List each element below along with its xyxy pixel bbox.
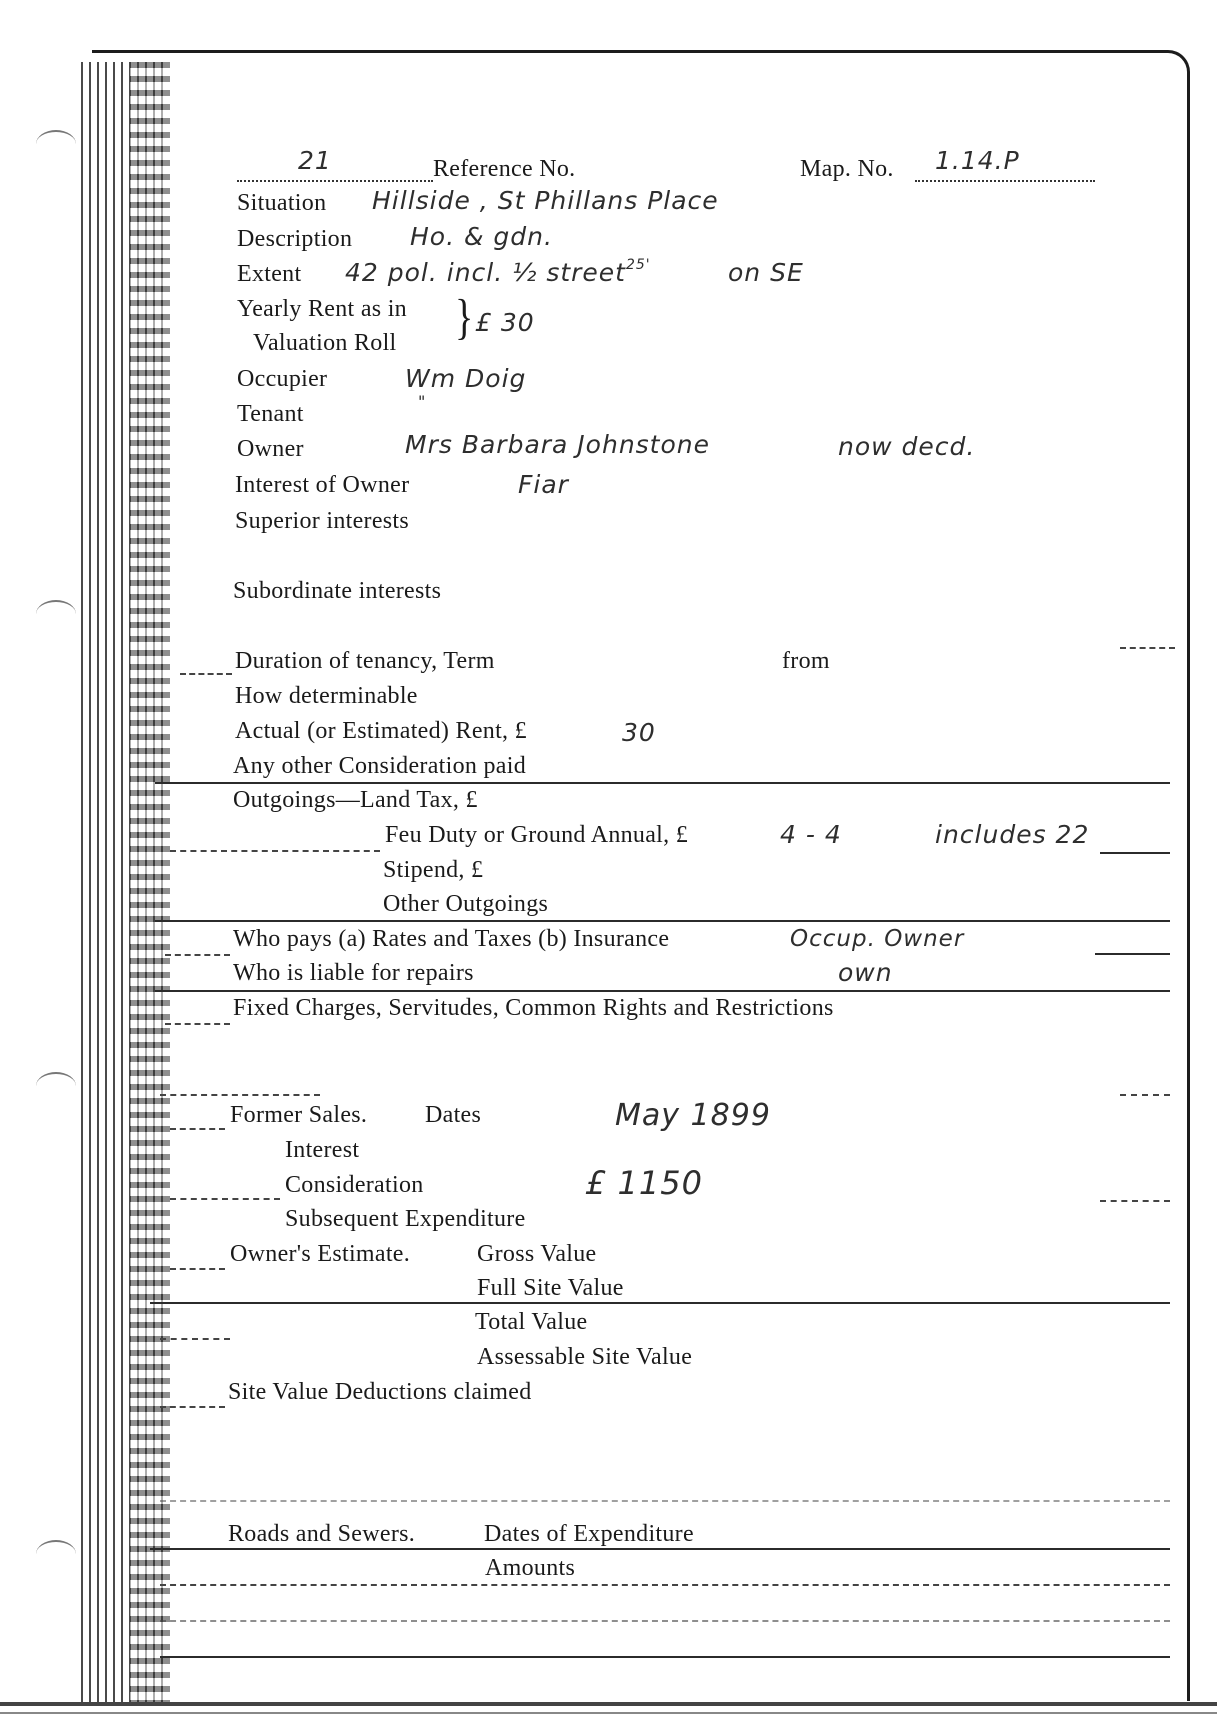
gross-value-label: Gross Value <box>477 1241 597 1267</box>
superior-interests-label: Superior interests <box>235 508 410 534</box>
site-value-deductions-label: Site Value Deductions claimed <box>228 1379 532 1405</box>
owner-value-2: now decd. <box>838 432 976 461</box>
rule <box>165 954 230 956</box>
rule <box>150 1302 1170 1304</box>
fixed-charges-label: Fixed Charges, Servitudes, Common Rights and Restrictions <box>233 995 834 1021</box>
rule <box>180 673 232 675</box>
extent-value-2: on SE <box>728 258 804 287</box>
who-pays-value: Occup. Owner <box>790 926 965 952</box>
rule <box>150 1548 1170 1550</box>
rule <box>160 1620 1170 1622</box>
description-label: Description <box>237 226 353 252</box>
extent-value <box>345 258 651 287</box>
rule <box>160 1094 320 1096</box>
rule <box>160 1338 230 1340</box>
description-value: Ho. & gdn. <box>410 222 553 251</box>
situation-label: Situation <box>237 190 327 216</box>
consideration-value: £ 1150 <box>585 1164 703 1202</box>
rule <box>170 1128 225 1130</box>
page-bottom-edge <box>0 1712 1217 1714</box>
punch-hole <box>36 1540 76 1568</box>
extent-label: Extent <box>237 261 302 287</box>
rule <box>1120 1094 1170 1096</box>
from-label: from <box>782 648 830 674</box>
tenant-label: Tenant <box>237 401 304 427</box>
stipend-label: Stipend, £ <box>383 857 484 883</box>
rule <box>155 920 1170 922</box>
subsequent-expenditure-label: Subsequent Expenditure <box>285 1206 526 1232</box>
ref-number-line <box>237 180 433 182</box>
map-number-line <box>915 180 1095 182</box>
punch-hole <box>36 1072 76 1100</box>
roads-and-sewers-label: Roads and Sewers. <box>228 1521 416 1547</box>
dates-of-expenditure-label: Dates of Expenditure <box>484 1521 694 1547</box>
actual-rent-value: 30 <box>622 718 656 747</box>
rule <box>160 1584 1170 1586</box>
yearly-rent-label: Yearly Rent as in <box>237 296 407 322</box>
map-label: Map. No. <box>800 156 894 182</box>
rule <box>1100 852 1170 854</box>
rule <box>1095 953 1170 955</box>
interest-of-owner-label: Interest of Owner <box>235 472 410 498</box>
duration-label: Duration of tenancy, Term <box>235 648 495 674</box>
owners-estimate-label: Owner's Estimate. <box>230 1241 411 1267</box>
consideration-label: Consideration <box>285 1172 424 1198</box>
former-sales-date-value: May 1899 <box>615 1098 771 1133</box>
assessable-site-value-label: Assessable Site Value <box>477 1344 693 1370</box>
how-determinable-label: How determinable <box>235 683 418 709</box>
rule <box>1120 647 1175 649</box>
rule <box>160 1500 1170 1502</box>
rule <box>170 1268 225 1270</box>
rule <box>170 1198 280 1200</box>
other-consideration-label: Any other Consideration paid <box>233 753 527 779</box>
outgoings-land-tax-label: Outgoings—Land Tax, £ <box>233 787 478 813</box>
other-outgoings-label: Other Outgoings <box>383 891 549 917</box>
occupier-value: Wm Doig <box>405 364 527 393</box>
rule <box>160 1656 1170 1658</box>
who-liable-value: own <box>838 958 893 987</box>
map-number-value: 1.14.P <box>935 146 1020 175</box>
rule <box>165 1023 230 1025</box>
rule <box>170 850 380 852</box>
occupier-label: Occupier <box>237 366 328 392</box>
punch-hole <box>36 600 76 628</box>
rule <box>160 1406 225 1408</box>
who-pays-label: Who pays (a) Rates and Taxes (b) Insurance <box>233 926 670 952</box>
interest-of-owner-value: Fiar <box>518 470 569 499</box>
valuation-roll-label: Valuation Roll <box>253 330 397 356</box>
tenant-value: " <box>418 392 427 411</box>
full-site-value-label: Full Site Value <box>477 1275 624 1301</box>
rule <box>1100 1200 1170 1202</box>
actual-rent-label: Actual (or Estimated) Rent, £ <box>235 718 527 744</box>
ref-label: Reference No. <box>433 156 576 182</box>
ref-number-value: 21 <box>298 146 332 175</box>
rule <box>155 990 1170 992</box>
feu-duty-value-2: includes 22 <box>935 820 1090 849</box>
extent-value-text: 42 pol. incl. ½ street <box>345 258 626 287</box>
subordinate-interests-label: Subordinate interests <box>233 578 442 604</box>
who-liable-label: Who is liable for repairs <box>233 960 474 986</box>
punch-hole <box>36 130 76 158</box>
total-value-label: Total Value <box>475 1309 588 1335</box>
situation-value: Hillside , St Phillans Place <box>372 186 719 215</box>
interest-label: Interest <box>285 1137 360 1163</box>
former-sales-dates-label: Dates <box>425 1102 482 1128</box>
brace-icon: } <box>455 290 474 346</box>
page-bottom-edge <box>0 1702 1217 1706</box>
owner-value: Mrs Barbara Johnstone <box>405 430 711 459</box>
yearly-rent-value: £ 30 <box>475 308 535 337</box>
extent-superscript: 25' <box>625 257 651 273</box>
feu-duty-value: 4 - 4 <box>780 820 842 849</box>
feu-duty-label: Feu Duty or Ground Annual, £ <box>385 822 689 848</box>
former-sales-label: Former Sales. <box>230 1102 368 1128</box>
owner-label: Owner <box>237 436 304 462</box>
rule <box>155 782 1170 784</box>
amounts-label: Amounts <box>485 1555 576 1581</box>
